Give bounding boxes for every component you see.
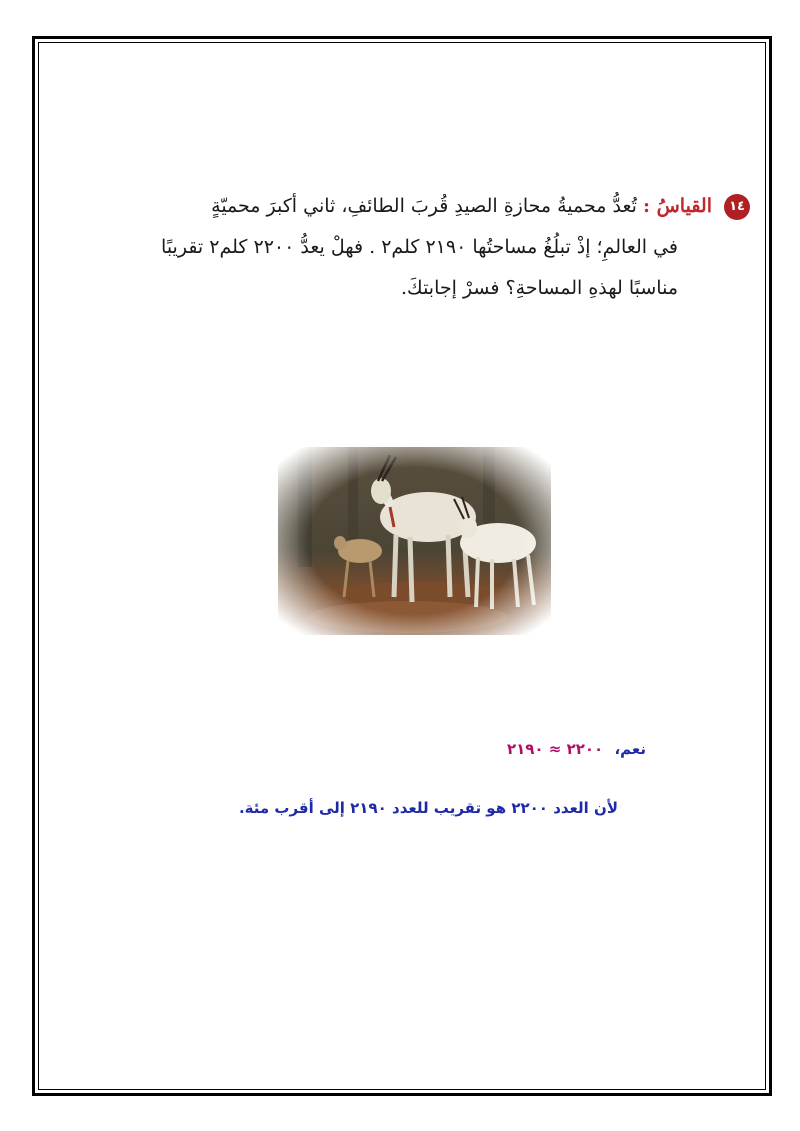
oryx-photo: [278, 447, 551, 635]
answer-explanation: لأن العدد ٢٢٠٠ هو تقريب للعدد ٢١٩٠ إلى أقرب مئة.: [238, 799, 618, 817]
answer-expression: ٢٢٠٠ ≈ ٢١٩٠: [506, 740, 604, 758]
question-line-1: [90, 186, 750, 227]
question-block: [90, 186, 750, 309]
question-label: القياسُ :: [642, 195, 712, 217]
question-line-2: في العالمِ؛ إذْ تبلُغُ مساحتُها ٢١٩٠ كلم٢ . فهلْ يعدُّ ٢٢٠٠ كلم٢ تقريبًا: [161, 236, 678, 258]
question-text-1: تُعدُّ محميةُ محازةِ الصيدِ قُربَ الطائفِ، ثاني أكبرَ محميّةٍ: [211, 195, 637, 217]
question-line-3: مناسبًا لهذهِ المساحةِ؟ فسرْ إجابتكَ.: [401, 277, 678, 299]
oryx-illustration: [278, 447, 551, 635]
question-number-badge: ١٤: [724, 194, 750, 220]
answer-prefix: نعم،: [614, 740, 646, 758]
answer-line-1: [507, 740, 646, 758]
